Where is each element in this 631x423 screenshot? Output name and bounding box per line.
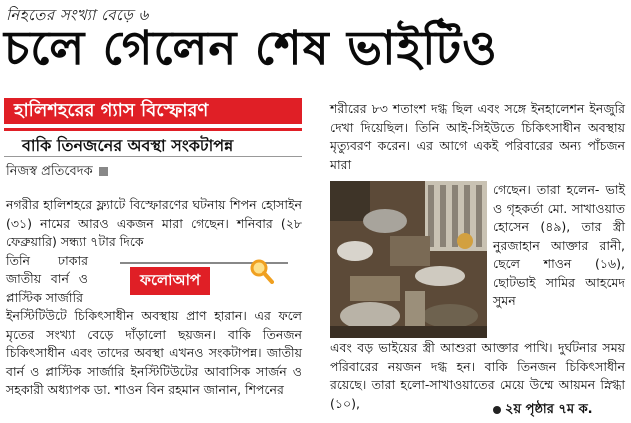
right-column <box>330 100 625 174</box>
byline-square-icon <box>99 167 108 176</box>
divider <box>4 156 302 157</box>
byline-text: নিজস্ব প্রতিবেদক <box>6 164 93 179</box>
left-para-rest: ইনস্টিটিউটে চিকিৎসাধীন অবস্থায় প্রাণ হারান। এর ফলে মৃতের সংখ্যা বেড়ে দাঁড়ালো ছয়জন। বাকি তিনজন চিকিৎসাধীন এবং তাদের অবস্থা এখনও সংকটাপন্ন। জাতীয় বার্ন ও প্লাস্টিক সার্জারি ইনস্টিটিউটের আবাসিক সার্জন ও সহকারী অধ্যাপক ডা. শাওন বিন রহমান জানান, শিপনের <box>6 308 302 397</box>
section-banner: হালিশহরের গ্যাস বিস্ফোরণ <box>4 98 302 124</box>
followup-box <box>120 262 288 290</box>
left-para-1: নগরীর হালিশহরে ফ্ল্যাটে বিস্ফোরণের ঘটনায় শিপন হোসাইন (৩১) নামের আরও একজন মারা গেছেন। শনিবার (২৮ ফেব্রুয়ারি) সন্ধ্যা ৭টার দিকে <box>6 197 302 249</box>
news-photo <box>330 181 487 338</box>
jump-text: ২য় পৃষ্ঠার ৭ম ক. <box>505 402 593 417</box>
bullet-icon <box>493 406 501 414</box>
magnifier-icon <box>248 258 274 284</box>
right-para-side: গেছেন। তারা হলেন- ভাই ও গৃহকর্তা মো. সাখাওয়াত হোসেন (৪৯), তার স্ত্রী নুরজাহান আক্তার রানী, ছেলে শাওন (১৬), ছোটভাই সামির আহমেদ সুমন <box>493 182 625 308</box>
subhead-rule <box>4 128 302 131</box>
right-para-bottom: এবং বড় ভাইয়ের স্ত্রী আশুরা আক্তার পাখি। দুর্ঘটনার সময় পরিবারের নয়জন দগ্ধ হন। বাকি তিনজন চিকিৎসাধীন রয়েছে। তারা হলো-সাখাওয়াতের মেয়ে উম্মে আয়মন স্নিগ্ধা (১০), <box>330 340 625 411</box>
damaged-room-photo <box>330 181 487 338</box>
headline: চলে গেলেন শেষ ভাইটিও <box>4 21 498 76</box>
subheadline: বাকি তিনজনের অবস্থা সংকটাপন্ন <box>22 136 234 155</box>
kicker: নিহতের সংখ্যা বেড়ে ৬ <box>6 6 149 24</box>
left-para-narrow: তিনি ঢাকার জাতীয় বার্ন ও প্লাস্টিক সার্জারি <box>6 252 88 305</box>
right-para-top: শরীরের ৮৩ শতাংশ দগ্ধ ছিল এবং সঙ্গে ইনহালেশন ইনজুরি দেখা দিয়েছিল। তিনি আই-সিইউতে চিকিৎসাধীন অবস্থায় মৃত্যুবরণ করেন। এর আগে একই পরিবারের অন্য পাঁচজন মারা <box>330 101 625 172</box>
jump-line <box>493 400 593 421</box>
followup-tag: ফলোআপ <box>130 267 210 295</box>
byline <box>6 162 108 183</box>
right-side-column <box>493 181 625 311</box>
left-column <box>6 196 302 400</box>
